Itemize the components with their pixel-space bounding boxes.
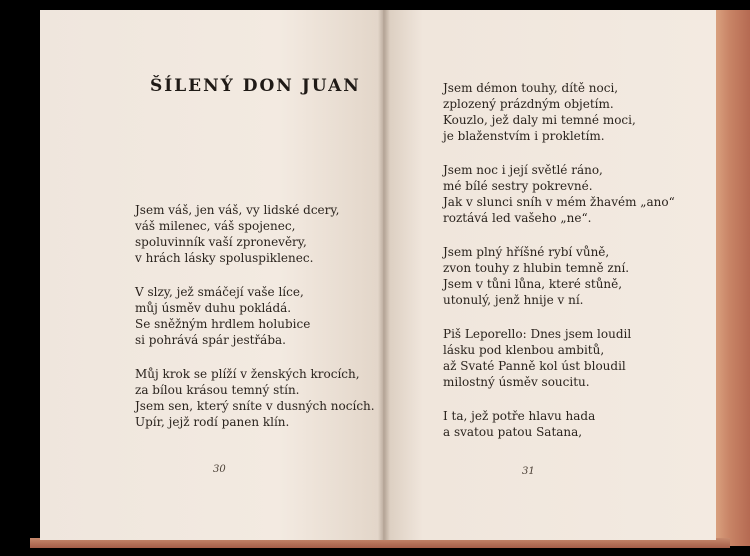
verse-line: v hrách lásky spoluspiklenec. xyxy=(135,251,314,265)
verse-line: Upír, jejž rodí panen klín. xyxy=(135,415,290,429)
verse-line: Jsem noc i její světlé ráno, xyxy=(443,163,603,177)
page-number-right: 31 xyxy=(522,466,535,477)
verse-line: Kouzlo, jež daly mi temné moci, xyxy=(443,113,636,127)
verse-line: je blaženstvím i prokletím. xyxy=(443,129,605,143)
verse-line: mé bílé sestry pokrevné. xyxy=(443,179,593,193)
book-gutter xyxy=(378,10,390,540)
verse-line: můj úsměv duhu pokládá. xyxy=(135,301,292,315)
verse-line: Jsem plný hříšné rybí vůně, xyxy=(443,245,610,259)
stanza xyxy=(135,284,375,348)
verse-line: Jak v slunci sníh v mém žhavém „ano“ xyxy=(443,195,675,209)
verse-line: Můj krok se plíží v ženských krocích, xyxy=(135,367,360,381)
verse-line: utonulý, jenž hnije v ní. xyxy=(443,293,584,307)
verse-line: až Svaté Panně kol úst bloudil xyxy=(443,359,626,373)
right-poem-text xyxy=(443,80,675,458)
stanza xyxy=(443,244,675,308)
verse-line: Jsem váš, jen váš, vy lidské dcery, xyxy=(135,203,340,217)
verse-line: si pohrává spár jestřába. xyxy=(135,333,286,347)
verse-line: spoluvinník vaší zpronevěry, xyxy=(135,235,307,249)
verse-line: váš milenec, váš spojenec, xyxy=(135,219,296,233)
verse-line: zplozený prázdným objetím. xyxy=(443,97,614,111)
verse-line: Jsem v tůni lůna, které stůně, xyxy=(443,277,623,291)
book-cover-edge xyxy=(716,10,750,546)
verse-line: Se sněžným hrdlem holubice xyxy=(135,317,311,331)
poem-title: ŠÍLENÝ DON JUAN xyxy=(150,76,361,96)
stanza xyxy=(135,202,375,266)
stanza xyxy=(443,408,675,440)
verse-line: a svatou patou Satana, xyxy=(443,425,583,439)
verse-line: zvon touhy z hlubin temně zní. xyxy=(443,261,630,275)
verse-line: lásku pod klenbou ambitů, xyxy=(443,343,605,357)
page-number-left: 30 xyxy=(213,464,226,475)
verse-line: Jsem sen, který sníte v dusných nocích. xyxy=(135,399,375,413)
verse-line: za bílou krásou temný stín. xyxy=(135,383,300,397)
verse-line: milostný úsměv soucitu. xyxy=(443,375,590,389)
stanza xyxy=(443,162,675,226)
left-poem-text xyxy=(135,202,375,448)
stanza xyxy=(443,80,675,144)
verse-line: V slzy, jež smáčejí vaše líce, xyxy=(135,285,304,299)
verse-line: Jsem démon touhy, dítě noci, xyxy=(443,81,619,95)
stanza xyxy=(443,326,675,390)
verse-line: Piš Leporello: Dnes jsem loudil xyxy=(443,327,632,341)
verse-line: roztává led vašeho „ne“. xyxy=(443,211,592,225)
stanza xyxy=(135,366,375,430)
verse-line: I ta, jež potře hlavu hada xyxy=(443,409,596,423)
